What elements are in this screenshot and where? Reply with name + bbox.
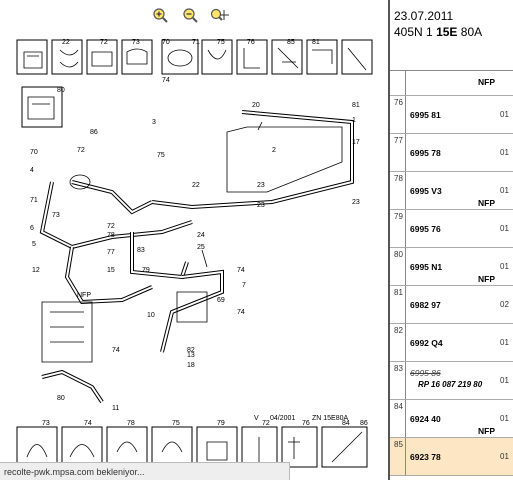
callout-label: 22 — [192, 182, 200, 189]
callout-label: 72 — [107, 223, 115, 230]
replacement-reference: RP 16 087 219 80 — [418, 380, 483, 389]
part-reference[interactable]: 6995 76 — [410, 224, 441, 234]
part-quantity: 01 — [500, 262, 509, 271]
callout-label: 75 — [157, 152, 165, 159]
bottom-icon-label: 79 — [217, 420, 225, 427]
parts-row[interactable] — [390, 438, 513, 476]
callout-label: 11 — [112, 405, 120, 412]
callout-label: 13 — [187, 352, 195, 359]
callout-label: 4 — [30, 167, 34, 174]
callout-label: 20 — [252, 102, 260, 109]
bottom-icon-label: 78 — [127, 420, 135, 427]
parts-row[interactable] — [390, 210, 513, 248]
part-reference[interactable]: 6992 Q4 — [410, 338, 443, 348]
callout-label: V — [254, 415, 259, 422]
bottom-icon-label: 73 — [42, 420, 50, 427]
callout-label: 72 — [100, 39, 108, 46]
zoom-out-icon[interactable] — [180, 6, 200, 24]
parts-row[interactable] — [390, 96, 513, 134]
part-index: 76 — [390, 96, 406, 133]
callout-label: 23 — [257, 202, 265, 209]
callout-label: 80 — [57, 395, 65, 402]
callout-label: 24 — [197, 232, 205, 239]
parts-pane — [390, 0, 513, 480]
part-index: 81 — [390, 286, 406, 323]
callout-label: NFP — [77, 292, 91, 299]
part-quantity: 01 — [500, 338, 509, 347]
parts-row[interactable] — [390, 248, 513, 286]
status-bar: recolte-pwk.mpsa.com bekleniyor... — [0, 462, 290, 480]
part-reference[interactable]: 6995 78 — [410, 148, 441, 158]
parts-row[interactable] — [390, 172, 513, 210]
part-index: 80 — [390, 248, 406, 285]
part-index: 78 — [390, 172, 406, 209]
callout-label: 81 — [352, 102, 360, 109]
callout-label: 77 — [107, 249, 115, 256]
callout-label: 23 — [352, 199, 360, 206]
part-index: 83 — [390, 362, 406, 399]
bottom-icon-label: 76 — [302, 420, 310, 427]
callout-label: 04/2001 — [270, 415, 296, 422]
pan-zoom-icon[interactable] — [210, 6, 230, 24]
parts-row[interactable] — [390, 400, 513, 438]
catalog-date: 23.07.2011 — [394, 9, 454, 23]
parts-row[interactable] — [390, 324, 513, 362]
callout-label: 80 — [57, 87, 65, 94]
part-quantity: 01 — [500, 224, 509, 233]
part-reference[interactable]: 6995 81 — [410, 110, 441, 120]
callout-label: 74 — [112, 347, 120, 354]
part-quantity: 01 — [500, 414, 509, 423]
callout-label: 17 — [352, 139, 360, 146]
callout-label: 6 — [30, 225, 34, 232]
parts-row[interactable] — [390, 71, 513, 96]
callout-label: 70 — [30, 149, 38, 156]
part-quantity: 01 — [500, 376, 509, 385]
part-reference[interactable]: 6995 V3 — [410, 186, 442, 196]
callout-label: 74 — [162, 77, 170, 84]
nfp-flag: NFP — [478, 426, 495, 436]
callout-label: 82 — [187, 347, 195, 354]
part-quantity: 02 — [500, 300, 509, 309]
callout-label: 69 — [217, 297, 225, 304]
part-index: 79 — [390, 210, 406, 247]
top-part-icons — [17, 40, 372, 127]
nfp-flag: NFP — [478, 274, 495, 284]
part-index — [390, 71, 406, 95]
callout-label: 79 — [142, 267, 150, 274]
part-index: 84 — [390, 400, 406, 437]
zoom-in-icon[interactable] — [150, 6, 170, 24]
callout-label: 1 — [352, 117, 356, 124]
callout-label: 23 — [257, 182, 265, 189]
callout-label: 71 — [30, 197, 38, 204]
callout-label: 86 — [90, 129, 98, 136]
callout-label: ZN 15E80A — [312, 415, 349, 422]
callout-label: 71 — [192, 39, 200, 46]
part-quantity: 01 — [500, 452, 509, 461]
parts-row[interactable] — [390, 286, 513, 324]
parts-row[interactable] — [390, 134, 513, 172]
bottom-part-icons — [17, 427, 367, 467]
part-index: 77 — [390, 134, 406, 171]
bottom-icon-label: 84 — [342, 420, 350, 427]
part-reference[interactable]: 6995 86 — [410, 368, 441, 378]
callout-label: 74 — [237, 309, 245, 316]
vehicle-header — [390, 0, 513, 70]
part-quantity: 01 — [500, 148, 509, 157]
callout-label: 2 — [272, 147, 276, 154]
callout-label: 18 — [187, 362, 195, 369]
part-reference[interactable]: 6923 78 — [410, 452, 441, 462]
callout-label: 75 — [217, 39, 225, 46]
bottom-icon-label: 75 — [172, 420, 180, 427]
part-reference[interactable]: 6995 N1 — [410, 262, 443, 272]
vehicle-code: 405N 1 15E 80A — [394, 25, 483, 39]
callout-label: 81 — [312, 39, 320, 46]
callout-label: 22 — [62, 39, 70, 46]
callout-label: 3 — [152, 119, 156, 126]
callout-label: 72 — [77, 147, 85, 154]
bottom-icon-label: 72 — [262, 420, 270, 427]
part-index: 82 — [390, 324, 406, 361]
callout-label: 73 — [132, 39, 140, 46]
part-reference[interactable]: 6982 97 — [410, 300, 441, 310]
callout-label: 85 — [287, 39, 295, 46]
part-quantity: 01 — [500, 110, 509, 119]
callout-label: 73 — [52, 212, 60, 219]
callout-labels — [30, 39, 368, 427]
callout-label: 12 — [32, 267, 40, 274]
hose-routing — [42, 112, 352, 402]
nfp-flag: NFP — [478, 198, 495, 208]
parts-row[interactable] — [390, 362, 513, 400]
callout-label: 10 — [147, 312, 155, 319]
callout-label: 76 — [247, 39, 255, 46]
callout-label: 25 — [197, 244, 205, 251]
callout-label: 78 — [107, 232, 115, 239]
part-quantity: 01 — [500, 186, 509, 195]
callout-label: 15 — [107, 267, 115, 274]
nfp-flag: NFP — [478, 77, 495, 87]
part-reference[interactable]: 6924 40 — [410, 414, 441, 424]
callout-label: 5 — [32, 241, 36, 248]
callout-label: 7 — [242, 282, 246, 289]
zoom-toolbar — [150, 6, 230, 26]
bottom-icon-label: 74 — [84, 420, 92, 427]
callout-label: 83 — [137, 247, 145, 254]
bottom-icon-label: 86 — [360, 420, 368, 427]
part-index: 85 — [390, 438, 406, 475]
parts-list — [390, 70, 513, 476]
hose-diagram — [12, 32, 388, 472]
callout-label: 70 — [162, 39, 170, 46]
callout-label: 74 — [237, 267, 245, 274]
